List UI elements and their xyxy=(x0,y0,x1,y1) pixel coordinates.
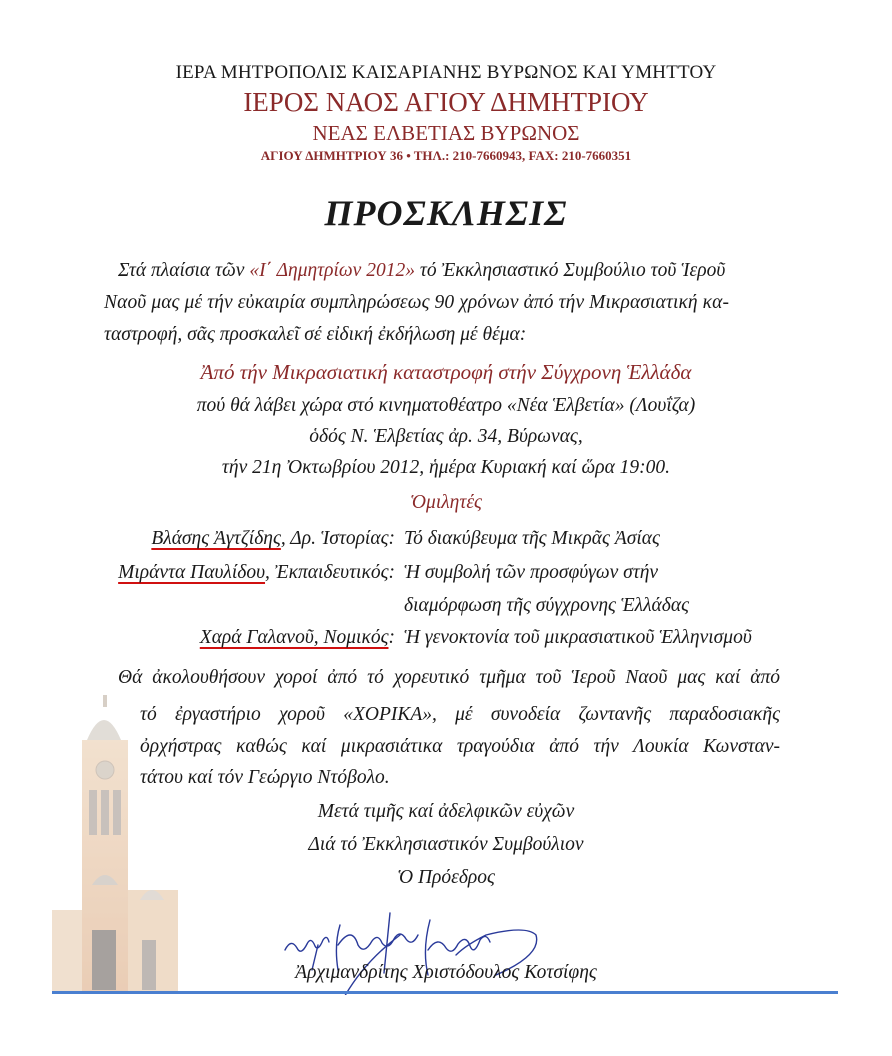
speaker-2 xyxy=(118,562,395,584)
intro-line-3: ταστροφή, σᾶς προσκαλεῖ σέ εἰδική ἐκδήλωση μέ θέμα: xyxy=(104,324,527,345)
location-heading: ΝΕΑΣ ΕΛΒΕΤΙΑΣ ΒΥΡΩΝΟΣ xyxy=(312,121,580,145)
closing-line-4: τάτου καί τόν Γεώργιο Ντόβολο. xyxy=(140,767,390,788)
event-name: «Ι΄ Δημητρίων 2012» xyxy=(249,260,415,281)
church-heading: ΙΕΡΟΣ ΝΑΟΣ ΑΓΙΟΥ ΔΗΜΗΤΡΙΟΥ xyxy=(243,87,649,117)
intro-text: τό Ἐκκλησιαστικό Συμβούλιο τοῦ Ἱεροῦ xyxy=(414,260,726,281)
signoff-line-1: Μετά τιμῆς καί ἀδελφικῶν εὐχῶν xyxy=(317,801,575,822)
speaker-1 xyxy=(151,528,395,550)
speaker-name: Χαρά Γαλανοῦ, Νομικός xyxy=(199,627,389,648)
speaker-3-topic: Ἡ γενοκτονία τοῦ μικρασιατικοῦ Ἑλληνισμοῦ xyxy=(404,627,752,648)
closing-line-2: τό ἐργαστήριο χοροῦ «ΧΟΡΙΚΑ», μέ συνοδεία ζωντανῆς παραδοσιακῆς xyxy=(140,704,780,725)
page-border-line xyxy=(52,991,838,994)
speaker-2-topic: Ἡ συμβολή τῶν προσφύγων στήν xyxy=(404,562,659,583)
metropolis-heading: ΙΕΡΑ ΜΗΤΡΟΠΟΛΙΣ ΚΑΙΣΑΡΙΑΝΗΣ ΒΥΡΩΝΟΣ ΚΑΙ ΥΜΗΤΤΟΥ xyxy=(175,62,717,83)
speaker-1-topic: Τό διακύβευμα τῆς Μικρᾶς Ἀσίας xyxy=(404,528,660,549)
contact-line: ΑΓΙΟΥ ΔΗΜΗΤΡΙΟΥ 36 • ΤΗΛ.: 210-7660943, FAX: 210-7660351 xyxy=(260,148,632,163)
speaker-3 xyxy=(200,627,395,649)
venue-line-3: τήν 21η Ὀκτωβρίου 2012, ἡμέρα Κυριακή καί ὥρα 19:00. xyxy=(221,457,671,478)
signer-name: Ἀρχιμανδρίτης Χριστόδουλος Κοτσίφης xyxy=(295,962,597,983)
speaker-role: : xyxy=(388,627,395,648)
speakers-heading: Ὁμιλητές xyxy=(410,492,482,513)
venue-line-2: ὁδός Ν. Ἑλβετίας ἀρ. 34, Βύρωνας, xyxy=(309,426,583,447)
closing-line-1: Θά ἀκολουθήσουν χοροί ἀπό τό χορευτικό τμῆμα τοῦ Ἱεροῦ Ναοῦ μας καί ἀπό xyxy=(118,667,780,688)
venue-line-1: πού θά λάβει χώρα στό κινηματοθέατρο «Νέα Ἑλβετία» (Λουΐζα) xyxy=(196,395,696,416)
speaker-role: , Ἐκπαιδευτικός: xyxy=(265,562,395,583)
intro-line-1 xyxy=(118,260,725,282)
page-title: ΠΡΟΣΚΛΗΣΙΣ xyxy=(324,193,568,233)
speaker-2-topic-cont: διαμόρφωση τῆς σύγχρονης Ἑλλάδας xyxy=(404,595,689,616)
closing-line-3: ὀρχήστρας καθώς καί μικρασιάτικα τραγούδια ἀπό τήν Λουκία Κωνσταν- xyxy=(140,736,780,757)
signoff-line-2: Διά τό Ἐκκλησιαστικόν Συμβούλιον xyxy=(308,834,584,855)
speaker-role: , Δρ. Ἱστορίας: xyxy=(280,528,395,549)
intro-text: Στά πλαίσια τῶν xyxy=(118,260,250,281)
speaker-name: Βλάσης Ἀγτζίδης xyxy=(151,528,281,549)
signoff-line-3: Ὁ Πρόεδρος xyxy=(397,867,495,888)
event-theme: Ἀπό τήν Μικρασιατική καταστροφή στήν Σύγχρονη Ἑλλάδα xyxy=(200,360,692,384)
intro-line-2: Ναοῦ μας μέ τήν εὐκαιρία συμπληρώσεως 90 χρόνων ἀπό τήν Μικρασιατική κα- xyxy=(104,292,730,313)
speaker-name: Μιράντα Παυλίδου xyxy=(118,562,266,583)
